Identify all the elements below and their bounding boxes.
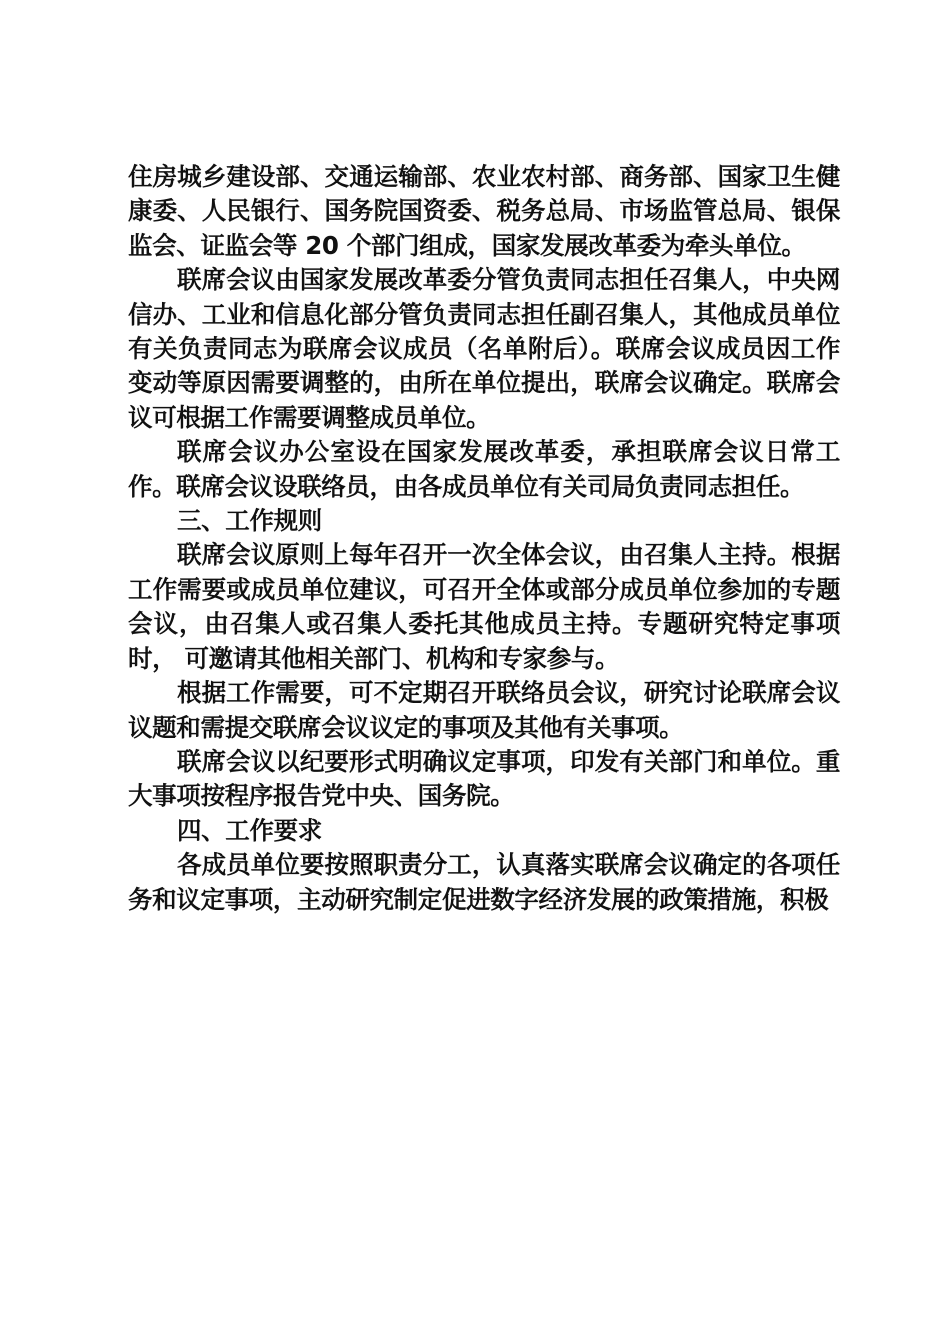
heading-work-rules: 三、工作规则: [177, 506, 322, 536]
heading-work-requirements: 四、工作要求: [177, 815, 322, 845]
paragraph-office: 联席会议办公室设在国家发展改革委，承担联席会议日常工作。联席会议设联络员，由各成员单位有关司局负责同志担任。: [128, 437, 840, 501]
paragraph-liaison-meeting: 根据工作需要，可不定期召开联络员会议，研究讨论联席会议议题和需提交联席会议议定的事项及其他有关事项。: [128, 678, 840, 742]
document-body: [128, 160, 840, 917]
paragraph-plenary-meeting: 联席会议原则上每年召开一次全体会议，由召集人主持。根据工作需要或成员单位建议，可召开全体或部分成员单位参加的专题会议，由召集人或召集人委托其他成员主持。专题研究特定事项时， 可邀请其他相关部门、机构和专家参与。: [128, 540, 840, 673]
paragraph-minutes: 联席会议以纪要形式明确议定事项，印发有关部门和单位。重大事项按程序报告党中央、国务院。: [128, 746, 840, 811]
paragraph-convener: 联席会议由国家发展改革委分管负责同志担任召集人，中央网信办、工业和信息化部分管负责同志担任副召集人，其他成员单位有关负责同志为联席会议成员（名单附后）。联席会议成员因工作变动等原因需要调整的，由所在单位提出，联席会议确定。联席会议可根据工作需要调整成员单位。: [128, 265, 840, 432]
paragraph-member-duties: 各成员单位要按照职责分工，认真落实联席会议确定的各项任务和议定事项，主动研究制定促进数字经济发展的政策措施，积极: [128, 850, 840, 914]
paragraph-member-units-continued: 住房城乡建设部、交通运输部、农业农村部、商务部、国家卫生健康委、人民银行、国务院国资委、税务总局、市场监管总局、银保监会、证监会等 20 个部门组成，国家发展改革委为牵头单位。: [128, 162, 840, 260]
